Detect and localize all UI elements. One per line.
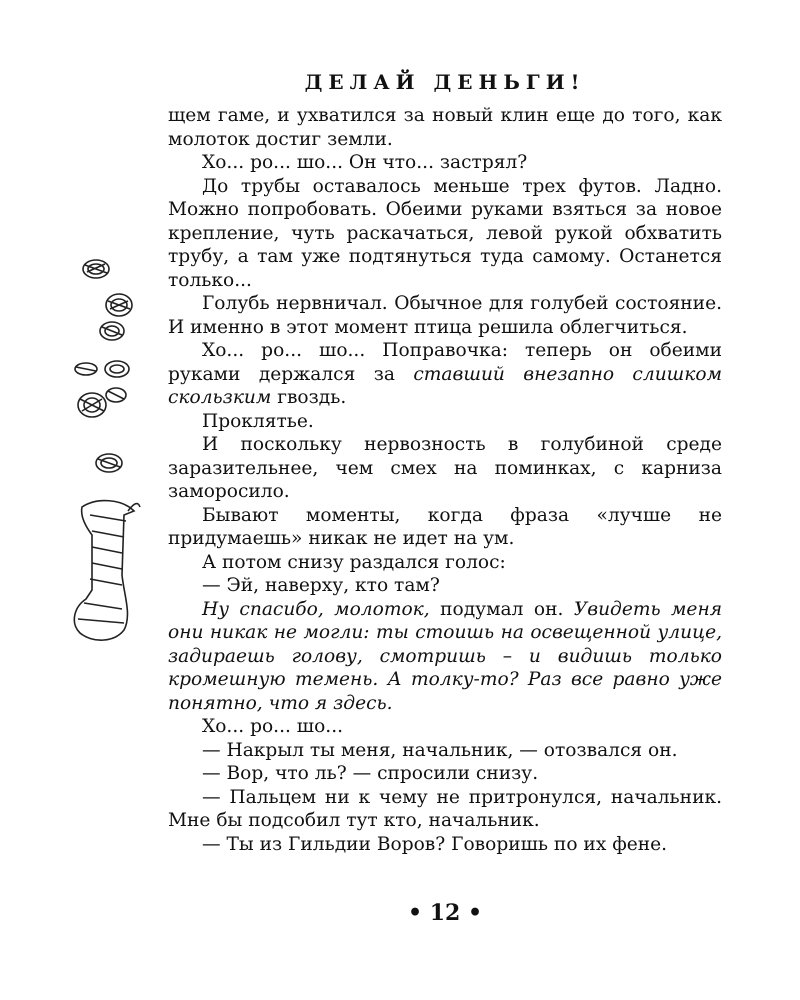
paragraph: Голубь нервничал. Обычное для голубей состояние. И именно в этот момент птица решила облегчиться. [168,293,722,338]
paragraph: щем гаме, и ухватился за новый клин еще до того, как молоток достиг земли. [168,105,722,150]
coin-icon [75,363,97,375]
paragraph [168,339,722,410]
paragraph: А потом снизу раздался голос: [202,551,506,573]
paragraph: Хо... ро... шо... [202,716,344,737]
paragraph: — Вор, что ль? — спросили снизу. [202,763,539,784]
paragraph: До трубы оставалось меньше трех футов. Ладно. Можно попробовать. Обеими руками взяться за новое крепление, чуть раскачаться, левой рукой обхватить трубу, а там уже подтянуться туда самому. Останется только... [168,175,722,291]
coin-icon [106,294,132,316]
paragraph: Хо... ро... шо... Он что... застрял? [202,152,528,173]
coin-icon [96,454,122,472]
sock-icon [74,501,140,641]
page-number: • 12 • [407,900,483,926]
coin-icon [83,260,109,278]
coin-icon [106,388,126,402]
paragraph: Бывают моменты, когда фраза «лучше не придумаешь» никак не идет на ум. [168,504,722,549]
italic-run: ставший внезапно слишком скользким [168,363,722,408]
running-header: ДЕЛАЙ ДЕНЬГИ! [304,70,586,94]
paragraph: И поскольку нервозность в голубиной среде заразительнее, чем смех на поминках, с карниза заморосило. [168,434,722,502]
paragraph: Проклятье. [202,410,314,432]
paragraph [168,598,722,716]
margin-illustration [62,245,162,695]
italic-run: Увидеть меня они никак не могли: ты стоишь на освещенной улице, задираешь голову, смотришь – и видишь только кромешную темень. А толку-то? Раз все равно уже понятно, что я здесь. [168,598,722,714]
italic-run: Ну спасибо, молоток, [202,598,430,620]
text-run: Хо... ро... шо... Поправочка: теперь он обеими руками держался за [168,340,722,385]
coin-icon [105,361,129,377]
coin-icon [100,322,124,340]
text-run: подумал он. [429,598,574,620]
paragraph: — Эй, наверху, кто там? [202,575,440,596]
paragraph: — Накрыл ты меня, начальник, — отозвался он. [202,739,678,761]
paragraph: — Пальцем ни к чему не притронулся, начальник. Мне бы подсобил тут кто, начальник. [168,786,722,831]
coin-icon [78,393,106,417]
text-run: гвоздь. [271,387,347,408]
paragraph: — Ты из Гильдии Воров? Говоришь по их фене. [202,833,668,855]
body-text [168,104,722,856]
